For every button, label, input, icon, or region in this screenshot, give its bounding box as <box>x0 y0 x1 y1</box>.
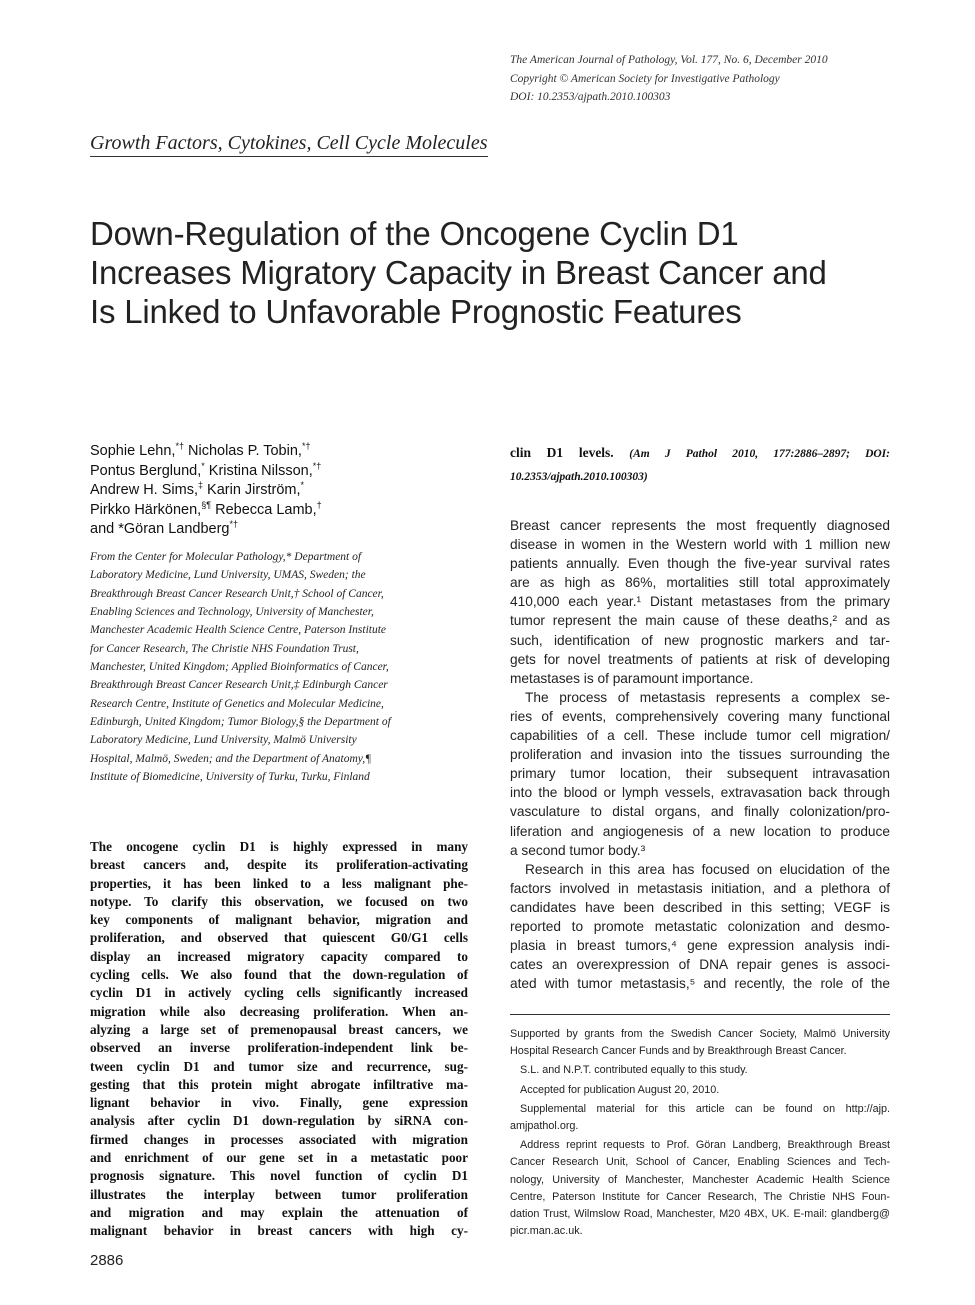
title-line: Increases Migratory Capacity in Breast Cancer and <box>90 254 827 291</box>
footnote-divider <box>510 1014 890 1015</box>
body-line: are as high as 86%, mortalities still total approximately <box>510 575 890 591</box>
section-heading: Growth Factors, Cytokines, Cell Cycle Molecules <box>90 132 488 157</box>
citation-doi: 10.2353/ajpath.2010.100303) <box>510 471 648 483</box>
abstract-line: alyzing a large set of premenopausal breast cancers, we <box>90 1021 468 1037</box>
abstract-line: breast cancers and, despite its proliferation-activating <box>90 857 468 873</box>
affiliation-line: Hospital, Malmö, Sweden; and the Department of Anatomy,¶ <box>90 752 372 765</box>
footnote-line: Supported by grants from the Swedish Cancer Society, Malmö University <box>510 1028 890 1040</box>
journal-doi: DOI: 10.2353/ajpath.2010.100303 <box>510 91 671 103</box>
abstract-citation <box>510 442 890 488</box>
abstract-line: and enrichment of our gene set in a metastatic poor <box>90 1150 468 1166</box>
footnote-line: picr.man.ac.uk. <box>510 1225 583 1238</box>
body-line: cates an overexpression of DNA repair genes is associ- <box>510 957 890 973</box>
body-line: proliferation and invasion into the tissues surrounding the <box>510 747 890 763</box>
author-line: Andrew H. Sims,‡ Karin Jirström,* <box>90 480 305 498</box>
citation-line <box>510 442 890 465</box>
body-line: tumor represent the main cause of these deaths,² and as <box>510 613 890 629</box>
author-line: and *Göran Landberg*† <box>90 519 238 537</box>
body-line: vasculature to distal organs, and finally colonization/pro- <box>510 804 890 820</box>
footnote-line: Address reprint requests to Prof. Göran Landberg, Breakthrough Breast <box>520 1139 890 1152</box>
body-line: metastases is of paramount importance. <box>510 670 754 686</box>
body-line: reported to promote metastatic colonization and desmo- <box>510 918 890 934</box>
body-line: a second tumor body.³ <box>510 842 646 858</box>
footnote-line: S.L. and N.P.T. contributed equally to this study. <box>520 1064 748 1077</box>
affiliation-line: Research Centre, Institute of Genetics and Molecular Medicine, <box>90 697 384 710</box>
body-line: disease in women in the Western world with 1 million new <box>510 537 890 553</box>
abstract-line: gesting that this protein might abrogate infiltrative ma- <box>90 1076 468 1092</box>
title-line: Is Linked to Unfavorable Prognostic Features <box>90 293 742 330</box>
body-line: ated with tumor metastasis,⁵ and recently, the role of the <box>510 976 890 992</box>
affiliation-line: From the Center for Molecular Pathology,* Department of <box>90 551 362 563</box>
footnotes <box>510 1026 890 1240</box>
title-line: Down-Regulation of the Oncogene Cyclin D1 <box>90 215 739 252</box>
abstract-line: proliferation, and observed that quiescent G0/G1 cells <box>90 930 468 946</box>
abstract-line: prognosis signature. This novel function of cyclin D1 <box>90 1168 468 1184</box>
footnote-line: Accepted for publication August 20, 2010. <box>520 1083 720 1096</box>
citation-line <box>510 465 890 488</box>
body-line: into the blood or lymph vessels, extravasation back through <box>510 785 890 801</box>
abstract-line: cyclin D1 in actively cycling cells significantly increased <box>90 985 468 1001</box>
body-line: ries of events, comprehensively covering many functional <box>510 708 890 724</box>
affiliation-line: Breakthrough Breast Cancer Research Unit,‡ Edinburgh Cancer <box>90 679 388 692</box>
journal-copyright: Copyright © American Society for Investigative Pathology <box>510 72 780 85</box>
footnote-line: Hospital Research Cancer Funds and by Breakthrough Breast Cancer. <box>510 1045 847 1058</box>
affiliation-line: for Cancer Research, The Christie NHS Foundation Trust, <box>90 642 359 655</box>
footnote-line: Supplemental material for this article can be found on http://ajp. <box>520 1102 890 1115</box>
body-line: candidates have been described in this setting; VEGF is <box>510 899 890 915</box>
author-list <box>90 442 470 540</box>
abstract-line: properties, it has been linked to a less malignant phe- <box>90 875 468 891</box>
affiliation-line: Manchester Academic Health Science Centre, Paterson Institute <box>90 624 387 637</box>
body-line: Research in this area has focused on elucidation of the <box>525 861 890 877</box>
abstract-line: The oncogene cyclin D1 is highly expressed in many <box>90 839 468 854</box>
body-line: gets for novel treatments of patients at risk of developing <box>510 651 890 667</box>
citation-ref: (Am J Pathol 2010, 177:2886–2897; DOI: <box>629 448 890 460</box>
abstract <box>90 838 468 1241</box>
affiliation-line: Edinburgh, United Kingdom; Tumor Biology,§ the Department of <box>90 716 391 729</box>
abstract-line: cycling cells. We also found that the down-regulation of <box>90 967 468 983</box>
body-line: plasia in breast tumors,⁴ gene expression analysis indi- <box>510 938 890 954</box>
footnote-line: Centre, Paterson Institute for Cancer Research, The Christie NHS Foun- <box>510 1190 890 1203</box>
abstract-line: observed an inverse proliferation-independent link be- <box>90 1040 468 1056</box>
footnote-line: amjpathol.org. <box>510 1120 579 1133</box>
affiliation-line: Breakthrough Breast Cancer Research Unit,† School of Cancer, <box>90 587 384 600</box>
affiliation-line: Enabling Sciences and Technology, University of Manchester, <box>90 606 374 619</box>
author-line: Pontus Berglund,* Kristina Nilsson,*† <box>90 460 322 479</box>
abstract-line: firmed changes in processes associated with migration <box>90 1131 468 1147</box>
abstract-line: lignant behavior in vivo. Finally, gene expression <box>90 1095 468 1111</box>
affiliation-line: Laboratory Medicine, Lund University, UMAS, Sweden; the <box>90 569 366 582</box>
article-title <box>90 214 910 331</box>
affiliations <box>90 548 468 786</box>
body-text <box>510 516 890 993</box>
affiliation-line: Manchester, United Kingdom; Applied Bioinformatics of Cancer, <box>90 661 389 674</box>
page-number: 2886 <box>90 1252 124 1269</box>
footnote-line: Cancer Research Unit, School of Cancer, Enabling Sciences and Tech- <box>510 1156 890 1169</box>
body-line: The process of metastasis represents a complex se- <box>525 689 890 705</box>
abstract-line: malignant behavior in breast cancers with high cy- <box>90 1223 468 1239</box>
abstract-line: tween cyclin D1 and tumor size and recurrence, sug- <box>90 1058 468 1074</box>
journal-citation: The American Journal of Pathology, Vol. 177, No. 6, December 2010 <box>510 54 828 66</box>
body-line: liferation and angiogenesis of a new location to produce <box>510 823 890 839</box>
abstract-line: key components of malignant behavior, migration and <box>90 912 468 928</box>
body-line: such, identification of new prognostic markers and tar- <box>510 632 890 648</box>
footnote-line: dation Trust, Wilmslow Road, Manchester, M20 4BX, UK. E-mail: glandberg@ <box>510 1208 890 1221</box>
body-line: Breast cancer represents the most frequently diagnosed <box>510 518 890 533</box>
author-line: Pirkko Härkönen,§¶ Rebecca Lamb,† <box>90 499 322 518</box>
abstract-line: illustrates the interplay between tumor proliferation <box>90 1186 468 1202</box>
journal-header <box>510 51 930 107</box>
body-line: 410,000 each year.¹ Distant metastases from the primary <box>510 594 890 610</box>
footnote-line: nology, University of Manchester, Manchester Academic Health Science <box>510 1173 890 1186</box>
body-line: patients annually. Even though the five-year survival rates <box>510 556 890 572</box>
abstract-line: notype. To clarify this observation, we focused on two <box>90 893 468 909</box>
body-line: capabilities of a cell. These include tumor cell migration/ <box>510 728 890 744</box>
body-line: primary tumor location, their subsequent intravasation <box>510 766 890 782</box>
abstract-line: analysis after cyclin D1 down-regulation by siRNA con- <box>90 1113 468 1129</box>
body-line: factors involved in metastasis initiation, and a plethora of <box>510 880 890 896</box>
abstract-end-text: clin D1 levels. <box>510 445 614 460</box>
abstract-line: migration while also decreasing proliferation. When an- <box>90 1003 468 1019</box>
affiliation-line: Laboratory Medicine, Lund University, Malmö University <box>90 734 357 747</box>
abstract-line: display an increased migratory capacity compared to <box>90 948 468 964</box>
author-line: Sophie Lehn,*† Nicholas P. Tobin,*† <box>90 441 311 459</box>
abstract-line: and migration and may explain the attenuation of <box>90 1204 468 1220</box>
affiliation-line: Institute of Biomedicine, University of Turku, Turku, Finland <box>90 771 370 784</box>
